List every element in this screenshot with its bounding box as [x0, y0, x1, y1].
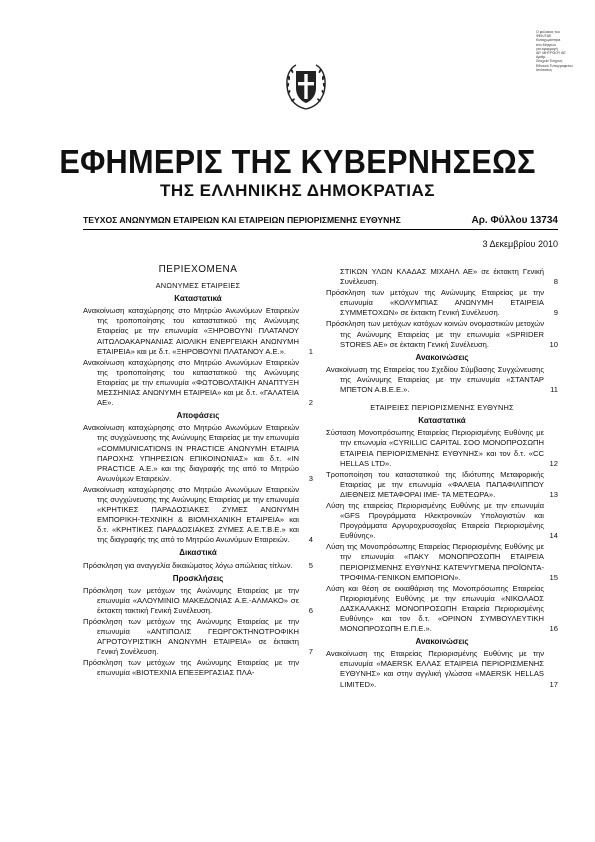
stamp-line: Ο φύλακας του	[536, 30, 560, 34]
toc-entry-text: ΣΤΙΚΩΝ ΥΛΩΝ ΚΛΑΔΑΣ ΜΙΧΑΗΛ ΑΕ» σε έκτακτη Γενική Συνέλευση.	[340, 267, 544, 287]
toc-entry-text: Πρόσκληση των μετόχων της Ανώνυμης Εταιρείας με την επωνυμία «ΚΟΛΥΜΠΙΑΣ ΑΝΩΝΥΜΗ ΕΤΑΙΡΕΙΑ ΣΥΜΜΕΤΟΧΩΝ» σε έκτακτη Γενική Συνέλευση.	[326, 288, 544, 318]
stamp-line: Ιστότοπος	[536, 67, 553, 72]
toc-entry-text: Πρόσκληση των μετόχων της Ανώνυμης Εταιρείας με την επωνυμία «ΒΙΟΤΕΧΝΙΑ ΕΠΕΞΕΡΓΑΣΙΑΣ ΠΛΑ-	[83, 658, 299, 678]
toc-entry-text: Ανακοίνωση της Εταιρείας του Σχεδίου Σύμβασης Συγχώνευσης της Ανώνυμης Εταιρείας με την επωνυμία «ΣΤΑΝΤΑΡ ΜΠΕΤΟΝ Α.Β.Ε.Ε.».	[326, 364, 544, 395]
subsection-heading: Καταστατικά	[418, 416, 466, 426]
subsection-heading: Προσκλήσεις	[172, 573, 224, 583]
toc-entry[interactable]	[326, 428, 558, 468]
greek-coat-of-arms-emblem	[284, 62, 328, 112]
toc-entry-text: Ανακοίνωση καταχώρησης στο Μητρώο Ανωνύμων Εταιρειών της συγχώνευσης της Ανώνυμης Εταιρείας με την επωνυμία «ΚΡΗΤΙΚΕΣ ΠΑΡΑΔΟΣΙΑΚΕΣ ΖΥΜΕΣ ΑΝΩΝΥΜΗ ΕΜΠΟΡΙΚΗ-ΤΕΧΝΙΚΗ & ΒΙΟΜΗΧΑΝΙΚΗ ΕΤΑΙΡΕΙΑ» και δ.τ. «ΚΡΗΤΙΚΕΣ ΠΑΡΑΔΟΣΙΑΚΕΣ ΖΥΜΕΣ Α.Ε.Τ.Β.Ε.» και της διαγραφής της από το Μητρώο Ανωνύμων Εταιρειών.	[83, 484, 299, 545]
toc-entry[interactable]	[83, 586, 313, 616]
toc-entry-page: 12	[549, 458, 558, 468]
toc-entry[interactable]	[326, 542, 558, 582]
stamp-line: ΑΡ. ΜΗΤΡΩΟΥ ΑΕ	[536, 51, 566, 56]
gazette-subtitle: ΤΗΣ ΕΛΛΗΝΙΚΗΣ ΔΗΜΟΚΡΑΤΙΑΣ	[160, 181, 435, 200]
toc-entry[interactable]	[83, 485, 313, 546]
toc-entry-text: Ανακοίνωση καταχώρησης στο Μητρώο Ανωνύμων Εταιρειών της τροποποίησης του καταστατικού της Ανώνυμης Εταιρείας με την επωνυμία «ΞΗΡΟΒΟΥΝΙ ΠΛΑΤΑΝΟΥ ΑΙΤΩΛΟΑΚΑΡΝΑΝΙΑΣ ΑΙΟΛΙΚΗ ΕΝΕΡΓΕΙΑΚΗ ΑΝΩΝΥΜΗ ΕΤΑΙΡΕΙΑ» και με δ.τ. «ΞΗΡΟΒΟΥΝΙ ΠΛΑΤΑΝΟΥ Α.Ε.».	[83, 306, 299, 356]
toc-entry-page: 7	[308, 647, 313, 657]
toc-entry[interactable]	[326, 365, 558, 395]
toc-entry[interactable]	[83, 658, 313, 678]
toc-entry-text: Ανακοίνωση καταχώρησης στο Μητρώο Ανωνύμων Εταιρειών της συγχώνευσης της Ανώνυμης Εταιρείας με την επωνυμία «COMMUNICATIONS IN PRACTICE ΑΝΩΝΥΜΗ ΕΤΑΙΡΙΑ ΠΑΡΟΧΗΣ ΥΠΗΡΕΣΙΩΝ ΕΠΙΚΟΙΝΩΝΙΑΣ» και δ.τ. «IN PRACTICE Α.Ε.» και της διαγραφής της από το Μητρώο Ανωνύμων Εταιρειών.	[83, 423, 299, 483]
toc-entry-page: 17	[549, 679, 558, 689]
section-heading-ae: ΑΝΩΝΥΜΕΣ ΕΤΑΙΡΕΙΕΣ	[155, 281, 241, 291]
toc-entry-text: Τροποποίηση του καταστατικού της Ιδιότυπης Μεταφορικής Εταιρείας με την επωνυμία «ΦΑΛΕΙΑ ΠΑΠΑΦΙΛΙΠΠΟΥ ΔΙΕΘΝΕΙΣ ΜΕΤΑΦΟΡΑΙ ΙΜΕ- ΤΑ ΜΕΤΕΩΡΑ».	[326, 469, 544, 499]
subsection-heading: Ανακοινώσεις	[415, 352, 469, 362]
stamp-line: Εθνικού Τυπογραφείου	[536, 63, 573, 68]
laurel-shield-icon	[284, 62, 328, 112]
toc-entry-text: Λύση και θέση σε εκκαθάριση της Μονοπρόσωπης Εταιρείας Περιορισμένης Ευθύνης με την επωνυμία «ΝΙΚΟΛΑΟΣ ΔΑΣΚΑΛΑΚΗΣ ΜΟΝΟΠΡΟΣΩΠΗ Εταιρεία Περιορισμένης Ευθύνης» και τον δ.τ. «ΟΡΙΝΟΝ ΣΥΜΒΟΥΛΕΥΤΙΚΗ ΜΟΝΟΠΡΟΣΩΠΗ Ε.Π.Ε.».	[326, 583, 544, 634]
issue-date: 3 Δεκεμβρίου 2010	[482, 239, 558, 249]
toc-entry[interactable]	[326, 319, 558, 349]
toc-entry-text: Πρόσκληση για αναγγελία δικαιώματος λόγω απώλειας τίτλων.	[83, 560, 293, 570]
toc-entry-page: 3	[308, 473, 313, 483]
toc-entry[interactable]	[326, 267, 558, 287]
toc-entry-page: 13	[549, 489, 558, 499]
toc-entry[interactable]	[83, 306, 313, 356]
series-line	[83, 215, 558, 226]
toc-right-column	[326, 267, 558, 691]
toc-entry-text: Ανακοίνωση της Εταιρείας Περιορισμένης Ευθύνης με την επωνυμία «MAERSK ΕΛΛΑΣ ΕΤΑΙΡΕΙΑ ΠΕΡΙΟΡΙΣΜΕΝΗΣ ΕΥΘΥΝΗΣ» και στην αγγλική γλώσσα «MAERSK HELLAS LIMITED».	[326, 649, 544, 689]
issue-number: Αρ. Φύλλου 13734	[471, 215, 558, 226]
stamp-line: Καταχωρίστηκε	[536, 38, 561, 43]
toc-entry[interactable]	[83, 358, 313, 408]
toc-entry-page: 8	[553, 277, 558, 287]
toc-entry-page: 1	[308, 346, 313, 356]
toc-entry-page: 10	[549, 339, 558, 349]
toc-entry-text: Πρόσκληση των μετόχων της Ανώνυμης Εταιρείας με την επωνυμία «ΑΝΤΙΠΟΛΙΣ ΓΕΩΡΓΟΚΤΗΝΟΤΡΟΦΙΚΗ ΑΓΡΟΤΟΥΡΙΣΤΙΚΗ ΑΝΩΝΥΜΗ ΕΤΑΙΡΕΙΑ» σε έκτακτη Γενική Συνέλευση.	[83, 617, 299, 657]
section-heading-epe: ΕΤΑΙΡΕΙΕΣ ΠΕΡΙΟΡΙΣΜΕΝΗΣ ΕΥΘΥΝΗΣ	[370, 403, 514, 413]
toc-entry-text: Πρόσκληση των μετόχων της Ανώνυμης Εταιρείας με την επωνυμία «ΑΛΟΥΜΙΝΙΟ ΜΑΚΕΔΟΝΙΑΣ Α.Ε.-ΑΛΜΑΚΟ» σε έκτακτη τακτική Γενική Συνέλευση.	[83, 585, 299, 615]
header-rule	[83, 229, 558, 230]
toc-entry[interactable]	[326, 470, 558, 500]
toc-entry-text: Σύσταση Μονοπρόσωπης Εταιρείας Περιορισμένης Ευθύνης με την επωνυμία «CYRILLIC CAPITAL ΣΟΟ ΜΟΝΟΠΡΟΣΩΠΗ ΕΤΑΙΡΕΙΑ ΠΕΡΙΟΡΙΣΜΕΝΗΣ ΕΥΘΥΝΗΣ» και τον δ.τ. «CC HELLAS LTD».	[326, 428, 544, 468]
toc-entry[interactable]	[83, 423, 313, 484]
toc-entry-page: 16	[549, 624, 558, 634]
registration-stamp	[536, 30, 586, 72]
toc-entry-page: 11	[550, 385, 558, 395]
toc-entry-page: 4	[308, 535, 313, 545]
stamp-line: Στοιχεία Τεύχους	[536, 59, 563, 64]
toc-entry[interactable]	[83, 617, 313, 657]
stamp-line: στο Μητρώο	[536, 42, 556, 47]
series-name: ΤΕΥΧΟΣ ΑΝΩΝΥΜΩΝ ΕΤΑΙΡΕΙΩΝ ΚΑΙ ΕΤΑΙΡΕΙΩΝ ΠΕΡΙΟΡΙΣΜΕΝΗΣ ΕΥΘΥΝΗΣ	[83, 215, 401, 225]
gazette-title: ΕΦΗΜΕΡΙΣ ΤΗΣ ΚΥΒΕΡΝΗΣΕΩΣ	[59, 143, 536, 180]
toc-entry-page: 15	[549, 572, 558, 582]
subsection-heading: Δικαστικά	[179, 548, 217, 558]
toc-left-column	[83, 262, 313, 680]
toc-title: ΠΕΡΙΕΧΟΜΕΝΑ	[158, 264, 238, 275]
toc-entry-page: 14	[549, 531, 558, 541]
toc-entry-page: 5	[308, 560, 313, 570]
toc-entry[interactable]	[326, 584, 558, 634]
subsection-heading: Ανακοινώσεις	[415, 637, 469, 647]
toc-entry-page: 6	[308, 605, 313, 615]
toc-entry-text: Πρόσκληση των μετόχων κατόχων κοινών ονομαστικών μετοχών της Ανώνυμης Εταιρείας με την επωνυμία «SPRIDER STORES ΑΕ» σε έκτακτη Γενική Συνέλευση.	[326, 319, 544, 349]
toc-entry[interactable]	[83, 561, 313, 571]
stamp-line: Αριθμ.	[536, 55, 547, 60]
toc-entry-text: Λύση της εταιρείας Περιορισμένης Ευθύνης με την επωνυμία «GFS Προγράμματα Ηλεκτρονικών Υπολογιστών και Προγράμματα Αργυροχρυσοχοΐας Εταιρεία Περιορισμένης Ευθύνης».	[326, 500, 544, 541]
stamp-line: ΦΕΚ/ΤΑΕ	[536, 34, 552, 39]
toc-entry-page: 2	[308, 398, 313, 408]
stamp-line: για εφαρμογή	[536, 46, 558, 51]
toc-entry-text: Λύση της Μονοπρόσωπης Εταιρείας Περιορισμένης Ευθύνης με την επωνυμία «ΠΑΚΥ ΜΟΝΟΠΡΟΣΩΠΗ ΕΤΑΙΡΕΙΑ ΠΕΡΙΟΡΙΣΜΕΝΗΣ ΕΥΘΥΝΗΣ ΚΑΤΕΨΥΓΜΕΝΑ ΠΡΟΪΟΝΤΑ- ΤΡΟΦΙΜΑ-ΓΕΝΙΚΟΝ ΕΜΠΟΡΙΟΝ».	[326, 542, 544, 582]
subsection-heading: Αποφάσεις	[176, 411, 220, 421]
toc-entry[interactable]	[326, 501, 558, 541]
toc-entry-text: Ανακοίνωση καταχώρησης στο Μητρώο Ανωνύμων Εταιρειών της τροποποίησης του καταστατικού της Ανώνυμης Εταιρείας με την επωνυμία «ΦΩΤΟΒΟΛΤΑΙΚΗ ΑΝΑΠΤΥΞΗ ΜΕΣΣΗΝΙΑΣ ΑΝΩΝΥΜΗ ΕΤΑΙΡΕΙΑ» και με δ.τ. «ΓΑΛΑΤΕΙΑ ΑΕ».	[83, 357, 299, 408]
subsection-heading: Καταστατικά	[174, 294, 222, 304]
toc-entry-page: 9	[553, 308, 558, 318]
toc-entry[interactable]	[326, 649, 558, 689]
toc-entry[interactable]	[326, 288, 558, 318]
